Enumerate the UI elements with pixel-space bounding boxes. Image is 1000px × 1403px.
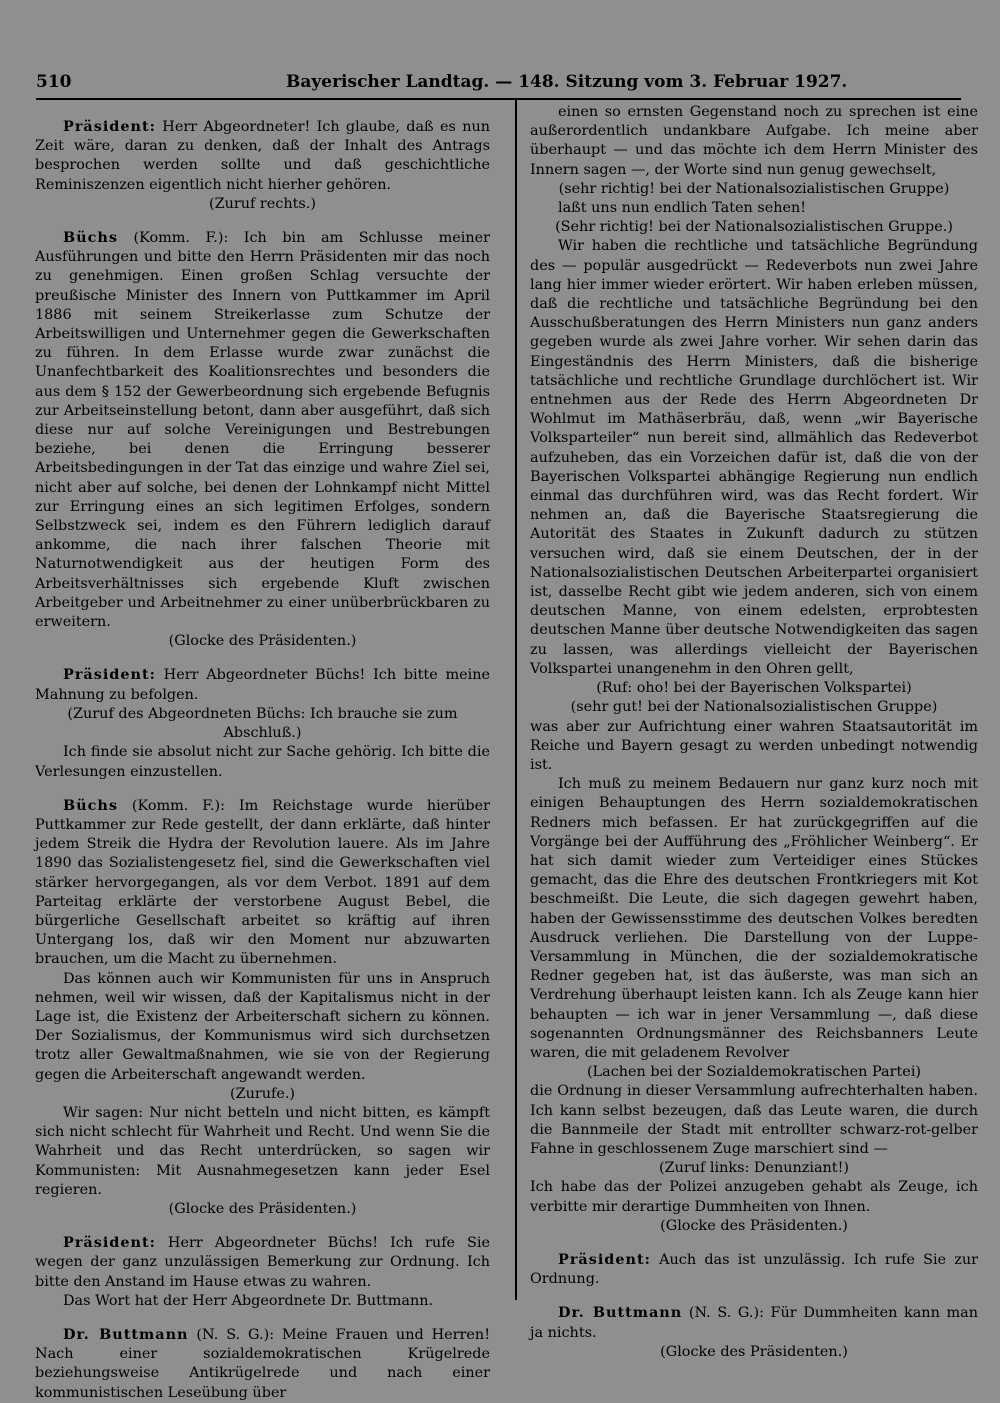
paragraph-text: Ich muß zu meinem Bedauern nur ganz kurz noch mit einigen Behauptungen des Herrn sozialdemokratischen Redners mich befassen. Er hat zurückgegriffen auf die Vorgänge bei der Aufführung des „Fröhlicher Weinberg“. Er hat sich damit wieder zum Verteidiger eines Stückes gemacht, das die Ehre des deutschen Frontkriegers mit Kot beschmeißt. Die Leute, die sich dagegen gewehrt haben, haben der Gewissensstimme des deutschen Volkes beredten Ausdruck verliehen. Die Darstellung von der Luppe-Versammlung in München, die der sozialdemokratische Redner gegeben hat, ist das äußerste, was man sich an Verdrehung überhaupt leisten kann. Ich als Zeuge kann hier behaupten — ich war in jener Versammlung —, daß diese sogenannten Ordnungsmänner des Reichsbanners Leute waren, die mit geladenem Revolver [530, 776, 978, 1061]
speaker-name: Dr. Buttmann [63, 1325, 189, 1343]
paragraph-text: Wir haben die rechtliche und tatsächliche Begründung des — populär ausgedrückt — Redeverbots nun zwei Jahre lang hier immer wieder erörtert. Wir haben erleben müssen, daß die rechtliche und tatsächliche Begründung bei den Ausschußberatungen des Herrn Ministers nun ganz anders gegeben wurde als zwei Jahre vorher. Wir sehen darin das Eingeständnis des Herrn Ministers, daß die bisherige tatsächliche und rechtliche Grundlage durchlöchert ist. Wir entnehmen aus der Rede des Herrn Abgeordneten Dr Wohlmut im Mathäserbräu, daß, wenn „wir Bayerische Volksparteiler“ nun bereit sind, allmählich das Redeverbot aufzuheben, das ein Vorzeichen dafür ist, daß die von der Bayerischen Volkspartei abhängige Regierung nun endlich einmal das durchführen wird, was das Recht fordert. Wir nehmen an, daß die Bayerische Staatsregierung die Autorität des Staates in Zukunft dadurch zu stützen versuchen wird, daß sie einem Deutschen, der in der Nationalsozialistischen Deutschen Arbeiterpartei organisiert ist, dasselbe Recht gibt wie jedem anderen, sich von einem deutschen Manne, von einem edelsten, erprobtesten deutschen Manne über deutsche Notwendigkeiten das sagen zu lassen, was allerdings vielleicht der Bayerischen Volkspartei unangenehm in den Ohren gellt, [530, 238, 978, 677]
interjection: (Glocke des Präsidenten.) [660, 1343, 848, 1360]
header-rule [36, 98, 961, 100]
interjection: (Glocke des Präsidenten.) [168, 1200, 357, 1217]
interjection: (Sehr richtig! bei der Nationalsozialistischen Gruppe.) [555, 219, 953, 236]
paragraph-text: die Ordnung in dieser Versammlung aufrechterhalten haben. Ich kann selbst bezeugen, daß das Leute waren, die durch die Bannmeile der Stadt mit entrollter schwarz-rot-gelber Fahne in geschlossenem Zuge marschiert sind — [530, 1083, 978, 1157]
speaker-name: Präsident: [63, 666, 156, 684]
speaker-paragraph [35, 665, 490, 704]
speaker-paragraph [35, 1233, 490, 1292]
speaker-name: Büchs [63, 796, 118, 814]
speaker-paragraph [35, 228, 490, 632]
speaker-name: Dr. Buttmann [558, 1304, 683, 1322]
interjection: (Glocke des Präsidenten.) [168, 633, 357, 650]
paragraph [35, 1292, 490, 1311]
paragraph-text: was aber zur Aufrichtung einer wahren Staatsautorität im Reiche und Bayern gesagt zu werden unbedingt notwendig ist. [530, 718, 978, 773]
paragraph-text: (N. S. G.): Für Dummheiten kann man ja nichts. [530, 1305, 978, 1341]
interjection: (Zuruf des Abgeordneten Büchs: Ich brauche sie zum Abschluß.) [67, 705, 458, 742]
speaker-name: Präsident: [63, 118, 156, 135]
paragraph [530, 1178, 978, 1216]
paragraph [530, 237, 978, 679]
speaker-paragraph [35, 117, 490, 195]
right-column [530, 103, 978, 1362]
speaker-paragraph [35, 796, 490, 970]
paragraph [35, 970, 490, 1085]
speaker-name: Präsident: [63, 1234, 156, 1252]
paragraph-text: Herr Abgeordneter Büchs! Ich rufe Sie wegen der ganz unzulässigen Bemerkung zur Ordnung. Ich bitte den Anstand im Hause etwas zu wahren. [35, 1235, 490, 1290]
paragraph-text: Ich finde sie absolut nicht zur Sache gehörig. Ich bitte die Verlesungen einzustellen. [35, 744, 490, 780]
speaker-paragraph [35, 1325, 490, 1403]
paragraph-text: laßt uns nun endlich Taten sehen! [558, 200, 807, 217]
paragraph [530, 199, 978, 218]
page-header [36, 66, 961, 96]
interjection: (Zuruf links: Denunziant!) [658, 1160, 849, 1177]
paragraph-text: Wir sagen: Nur nicht betteln und nicht bitten, es kämpft sich nicht schlecht für Wahrheit und Recht. Und wenn Sie die Wahrheit und das Recht unterdrücken, so sagen wir Kommunisten: Mit Ausnahmegesetzen kann jeder Esel regieren. [35, 1104, 490, 1198]
paragraph [530, 775, 978, 1063]
column-divider [515, 100, 517, 1300]
paragraph [530, 1082, 978, 1159]
paragraph-text: Herr Abgeordneter Büchs! Ich bitte meine Mahnung zu befolgen. [35, 667, 490, 703]
running-title: Bayerischer Landtag. — 148. Sitzung vom 3. Februar 1927. [286, 72, 848, 92]
paragraph-text: Das Wort hat der Herr Abgeordnete Dr. Buttmann. [63, 1292, 434, 1309]
interjection: (sehr richtig! bei der Nationalsozialistischen Gruppe) [558, 180, 950, 197]
interjection: (Glocke des Präsidenten.) [660, 1217, 848, 1234]
interjection: (Ruf: oho! bei der Bayerischen Volkspartei) [596, 680, 912, 697]
paragraph-text: Ich habe das der Polizei anzugeben gehabt als Zeuge, ich verbitte mir derartige Dummheiten von Ihnen. [530, 1179, 978, 1215]
paragraph [530, 103, 978, 180]
paragraph-text: einen so ernsten Gegenstand noch zu sprechen ist eine außerordentlich undankbare Aufgabe. Ich meine aber überhaupt — und das möchte ich dem Herrn Minister des Innern sagen —, der Worte sind nun genug gewechselt, [530, 104, 978, 178]
paragraph [35, 743, 490, 781]
paragraph [530, 718, 978, 776]
page-number: 510 [36, 72, 72, 92]
interjection: (sehr gut! bei der Nationalsozialistischen Gruppe) [570, 699, 938, 716]
speaker-name: Präsident: [558, 1250, 651, 1268]
speaker-name: Büchs [63, 229, 118, 247]
left-column [35, 103, 490, 1403]
paragraph-text: (Komm. F.): Ich bin am Schlusse meiner Ausführungen und bitte den Herrn Präsidenten mir das noch zu genehmigen. Einen großen Schlag versuchte der preußische Minister des Innern von Puttkammer im April 1886 mit seinem Streikerlasse zum Schutze der Arbeitswilligen und Unternehmer gegen die Gewerkschaften zu führen. In dem Erlasse wurde zwar zunächst die Unanfechtbarkeit des Koalitionsrechtes und besonders die aus dem § 152 der Gewerbeordnung sich ergebende Befugnis zur Arbeitseinstellung betont, dann aber ausgeführt, daß sich diese nur auf solche Vereinigungen und Bestrebungen beziehe, bei denen die Erringung besserer Arbeitsbedingungen in der Tat das einzige und wahre Ziel sei, nicht aber auf solche, bei denen der Lohnkampf nicht Mittel zur Erringung eines an sich legitimen Erfolges, sondern Selbstzweck sei, indem es den Führern lediglich darauf ankomme, die nach ihrer falschen Theorie mit Naturnotwendigkeit aus der heutigen Form des Arbeitsverhältnisses sich ergebende Kluft zwischen Arbeitgeber und Arbeitnehmer zu einer unüberbrückbaren zu erweitern. [35, 230, 490, 631]
interjection: (Lachen bei der Sozialdemokratischen Partei) [586, 1064, 922, 1081]
speaker-paragraph [530, 1250, 978, 1289]
paragraph-text: Herr Abgeordneter! Ich glaube, daß es nun Zeit wäre, daran zu denken, daß der Inhalt des Antrags besprochen werden sollte und daß geschichtliche Reminiszenzen eigentlich nicht hierher gehören. [35, 119, 490, 193]
paragraph-text: Auch das ist unzulässig. Ich rufe Sie zur Ordnung. [530, 1251, 978, 1288]
interjection: (Zurufe.) [229, 1085, 296, 1102]
paragraph-text: Das können auch wir Kommunisten für uns in Anspruch nehmen, weil wir wissen, daß der Kapitalismus nicht in der Lage ist, die Existenz der Arbeiterschaft sichern zu können. Der Sozialismus, der Kommunismus wird sich durchsetzen trotz aller Gewaltmaßnahmen, wie sie von der Regierung gegen die Arbeiterschaft angewandt werden. [35, 970, 490, 1083]
paragraph [35, 1104, 490, 1200]
speaker-paragraph [530, 1303, 978, 1342]
paragraph-text: (Komm. F.): Im Reichstage wurde hierüber Puttkammer zur Rede gestellt, der dann erklärte, daß hinter jedem Streik die Hydra der Revolution lauere. Als im Jahre 1890 das Sozialistengesetz fiel, sind die Gewerkschaften viel stärker hervorgegangen, als vor dem Verbot. 1891 auf dem Parteitag erklärte der verstorbene August Bebel, die bürgerliche Gesellschaft arbeitet so kräftig auf ihren Untergang los, daß wir den Moment nur abzuwarten brauchen, um die Macht zu übernehmen. [35, 797, 490, 968]
interjection: (Zuruf rechts.) [208, 195, 316, 212]
paragraph-text: (N. S. G.): Meine Frauen und Herren! Nach einer sozialdemokratischen Krügelrede beziehungsweise Antikrügelrede und nach einer kommunistischen Leseübung über [35, 1326, 490, 1401]
